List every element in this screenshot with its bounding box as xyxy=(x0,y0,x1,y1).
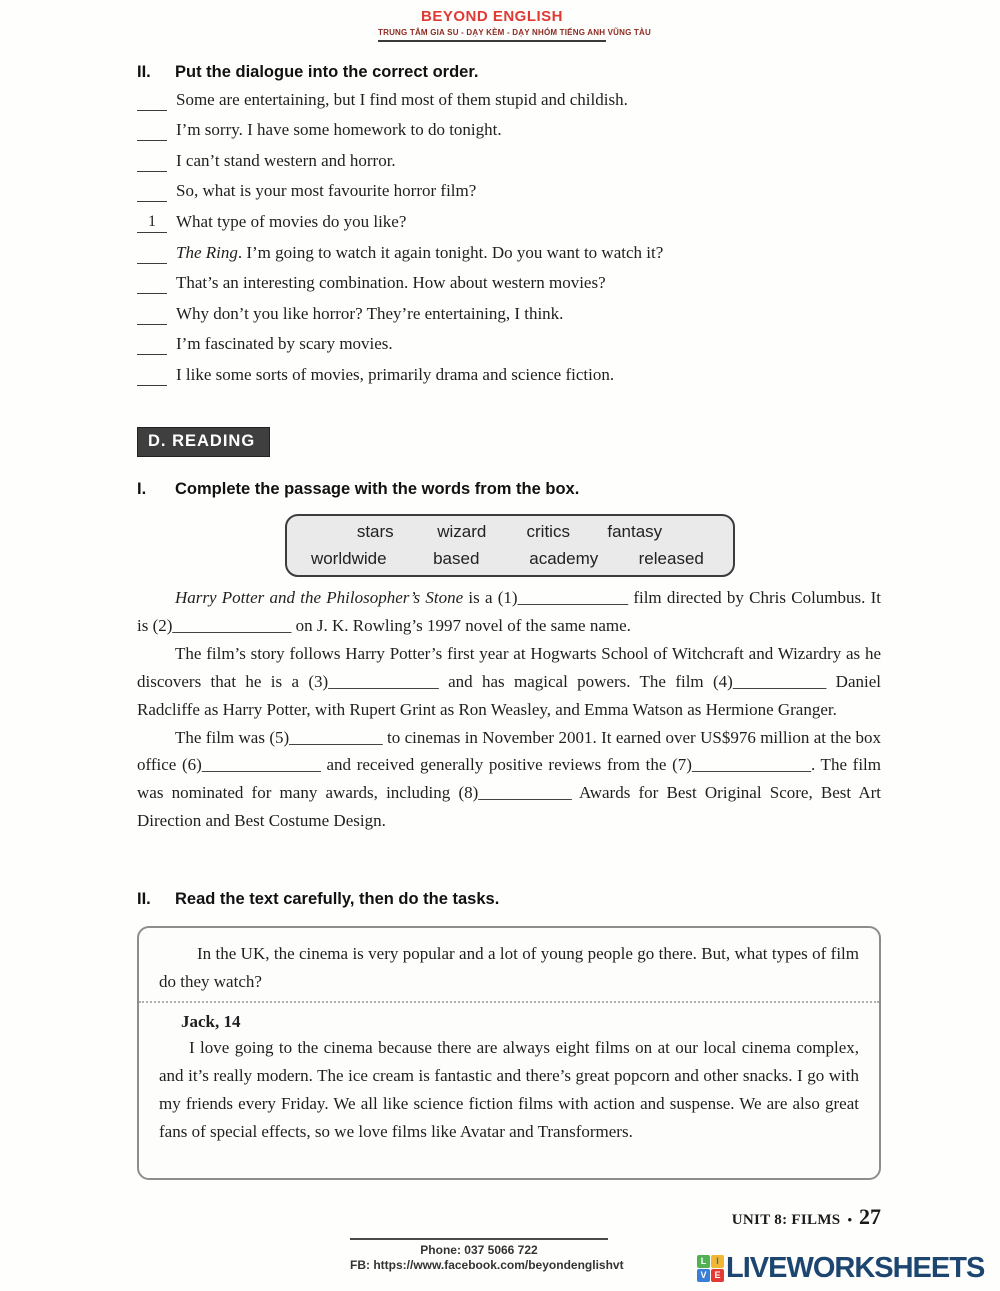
word-option: released xyxy=(638,548,704,568)
reading-box-divider xyxy=(139,1001,879,1003)
dialogue-text: That’s an interesting combination. How about western movies? xyxy=(176,273,606,293)
gap-fill-passage xyxy=(137,584,881,835)
dialogue-item xyxy=(137,80,887,111)
word-option: academy xyxy=(529,548,599,568)
dialogue-text: Why don’t you like horror? They’re entertaining, I think. xyxy=(176,303,564,323)
book-title: Harry Potter and the Philosopher’s Stone xyxy=(175,588,464,607)
liveworksheets-wordmark: LIVEWORKSHEETS xyxy=(726,1252,985,1284)
paragraph-text: The film’s story follows Harry Potter’s first year at Hogwarts School of Witchcraft and Wizardry as he discovers that he is a (3)_____________ and has magical powers. The film (4)___________ Daniel Radcliffe as Harry Potter, with Rupert Grint as Ron Weasley, and Emma Watson as Hermione Granger. xyxy=(137,643,881,719)
order-answer-blank[interactable] xyxy=(137,182,167,202)
order-answer-blank[interactable] xyxy=(137,121,167,141)
paragraph-text: is a (1)_____________ film directed by Chris Columbus. It is (2)______________ on J. K. Rowling’s 1997 novel of the same name. xyxy=(137,588,882,635)
ex2-heading xyxy=(137,890,499,909)
section-number: I. xyxy=(137,480,147,498)
contact-footer xyxy=(350,1238,624,1272)
tile-letter: I xyxy=(711,1255,724,1268)
dialogue-text: . I’m going to watch it again tonight. Do you want to watch it? xyxy=(237,242,664,262)
order-answer-blank[interactable] xyxy=(137,91,167,111)
section-title: Complete the passage with the words from the box. xyxy=(175,480,580,498)
reading-intro: In the UK, the cinema is very popular and a lot of young people go there. But, what types of film do they watch? xyxy=(159,944,859,991)
dialogue-item xyxy=(137,111,887,142)
passage-paragraph xyxy=(137,724,881,836)
order-answer-blank[interactable] xyxy=(137,152,167,172)
page-number: 27 xyxy=(859,1204,881,1229)
dialogue-item xyxy=(137,141,887,172)
word-box-row xyxy=(287,522,733,542)
dialogue-list xyxy=(137,80,887,386)
liveworksheets-logo[interactable] xyxy=(697,1254,984,1283)
passage-paragraph xyxy=(137,640,881,724)
order-answer-blank[interactable]: 1 xyxy=(137,213,167,233)
section-title: Read the text carefully, then do the tasks. xyxy=(175,890,500,908)
header-rule xyxy=(378,40,606,42)
dialogue-item xyxy=(137,264,887,295)
tile-letter: L xyxy=(697,1255,710,1268)
unit-page-label xyxy=(732,1204,881,1230)
tile-letter: E xyxy=(711,1269,724,1282)
header xyxy=(378,8,651,42)
word-option: critics xyxy=(526,522,570,542)
dialogue-text: So, what is your most favourite horror film? xyxy=(176,181,477,201)
word-option: fantasy xyxy=(607,522,663,542)
dialogue-text: I’m sorry. I have some homework to do tonight. xyxy=(176,120,502,140)
phone-number: Phone: 037 5066 722 xyxy=(420,1243,538,1257)
word-box-row xyxy=(287,549,733,569)
dialogue-text: I’m fascinated by scary movies. xyxy=(176,334,393,354)
dialogue-item xyxy=(137,233,887,264)
word-option: based xyxy=(433,548,480,568)
movie-title: The Ring xyxy=(176,242,238,262)
dot-separator: • xyxy=(847,1212,852,1227)
dialogue-item xyxy=(137,355,887,386)
brand-title: BEYOND ENGLISH xyxy=(420,8,563,25)
dialogue-item xyxy=(137,325,887,356)
ex1-heading xyxy=(137,480,579,499)
reading-text-box xyxy=(137,926,881,1180)
section-number: II. xyxy=(137,63,151,81)
unit-label: UNIT 8: FILMS xyxy=(731,1212,841,1228)
dialogue-text: What type of movies do you like? xyxy=(176,211,407,231)
order-answer-blank[interactable] xyxy=(137,366,167,386)
dialogue-item xyxy=(137,172,887,203)
tile-letter: V xyxy=(697,1269,710,1282)
section-title: Put the dialogue into the correct order. xyxy=(175,63,479,81)
paragraph-text: The film was (5)___________ to cinemas in November 2001. It earned over US$976 million at the box office (6)______________ and received generally positive reviews from the (7)______________. The film was nominated for many awards, including (8)___________ Awards for Best Original Score, Best Art Direction and Best Costume Design. xyxy=(137,727,881,831)
order-answer-blank[interactable] xyxy=(137,305,167,325)
passage-paragraph xyxy=(137,584,881,640)
brand-subtitle: TRUNG TÂM GIA SU - DẠY KÈM - DẠY NHÓM TIẾNG ANH VŨNG TÀU xyxy=(378,28,651,37)
liveworksheets-tiles-icon xyxy=(697,1255,724,1282)
reading-section-badge: D. READING xyxy=(137,427,270,457)
dialogue-item xyxy=(137,202,887,233)
dialogue-text: I like some sorts of movies, primarily drama and science fiction. xyxy=(176,364,615,384)
section-number: II. xyxy=(137,890,151,908)
order-answer-blank[interactable] xyxy=(137,244,167,264)
dialogue-text: I can’t stand western and horror. xyxy=(176,150,396,170)
word-option: wizard xyxy=(437,522,487,542)
dialogue-item xyxy=(137,294,887,325)
facebook-url: FB: https://www.facebook.com/beyondenglishvt xyxy=(350,1257,624,1272)
dialogue-text: Some are entertaining, but I find most of them stupid and childish. xyxy=(176,89,628,109)
speaker-paragraph: I love going to the cinema because there are always eight films on at our local cinema complex, and it’s really modern. The ice cream is fantastic and there’s great popcorn and other snacks. I go with my friends every Friday. We all like science fiction films with action and suspense. We are also great fans of special effects, so we love films like Avatar and Transformers. xyxy=(159,1038,859,1142)
word-option: stars xyxy=(356,522,394,542)
speaker-name: Jack, 14 xyxy=(181,1012,241,1031)
word-option: worldwide xyxy=(310,548,387,568)
word-box xyxy=(285,514,735,577)
order-answer-blank[interactable] xyxy=(137,335,167,355)
order-answer-blank[interactable] xyxy=(137,274,167,294)
